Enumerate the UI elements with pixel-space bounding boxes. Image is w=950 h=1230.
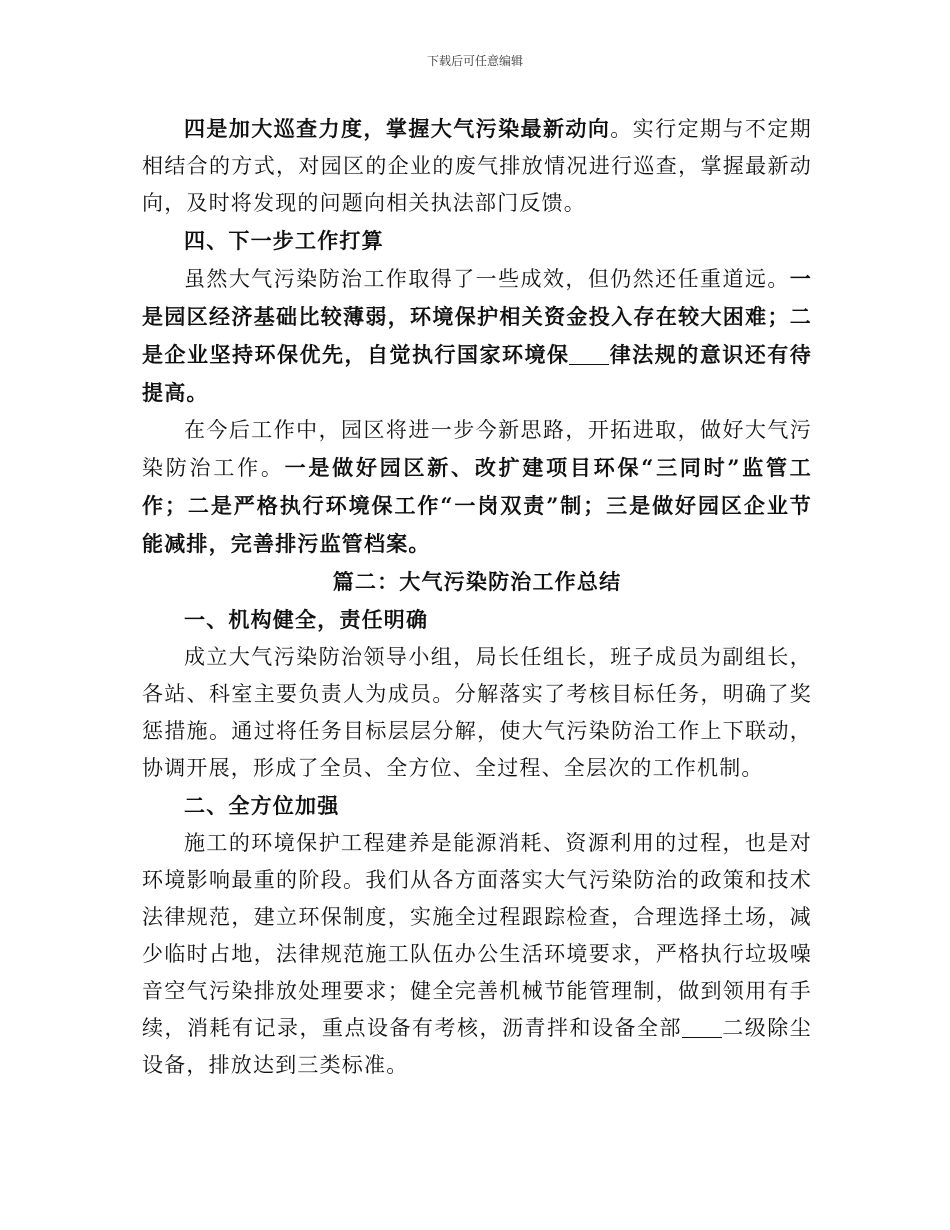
bold-text: 一是园区经济基础比较薄弱，环境保护相关资金投入存在较大困难；二是企业坚持环保优先，自觉执行国家环境保	[142, 266, 812, 367]
paragraph-text: 二级除尘设备，排放达到三类标准。	[142, 1016, 812, 1077]
blank-underline	[569, 344, 609, 365]
paragraph-future-work	[142, 412, 812, 563]
blank-underline	[682, 1017, 722, 1038]
paragraph-construction	[142, 825, 812, 1084]
paragraph-organization: 成立大气污染防治领导小组，局长任组长，班子成员为副组长，各站、科室主要负责人为成员。分解落实了考核目标任务，明确了奖惩措施。通过将任务目标层层分解，使大气污染防治工作上下联动，协调开展，形成了全员、全方位、全过程、全层次的工作机制。	[142, 645, 812, 780]
bold-text: 律法规的意识还有待提高。	[142, 342, 812, 405]
article-title	[142, 563, 812, 601]
heading-text: 四、下一步工作打算	[184, 228, 384, 253]
paragraph-text: 。实行定期与不定期相结合的方式，对园区的企业的废气排放情况进行巡查，掌握最新动向，及时将发现的问题向相关执法部门反馈。	[142, 117, 812, 215]
page-header: 下载后可任意编辑	[426, 54, 523, 68]
heading-text: 一、机构健全，责任明确	[184, 607, 429, 632]
document-body	[142, 110, 812, 1084]
heading-text: 二、全方位加强	[184, 793, 340, 818]
paragraph-text: 在今后工作中，园区将进一步今新思路，开拓进取，做好大气污染防治工作。	[142, 418, 812, 480]
paragraph-text: 虽然大气污染防治工作取得了一些成效，但仍然还任重道远。	[184, 267, 790, 291]
bold-lead: 四是加大巡查力度，掌握大气污染最新动向	[184, 116, 611, 141]
paragraph-inspection	[142, 110, 812, 222]
title-text: 篇二：大气污染防治工作总结	[332, 569, 622, 594]
section-heading-strengthen	[142, 787, 812, 825]
section-heading-organization	[142, 601, 812, 639]
bold-text: 一是做好园区新、改扩建项目环保“三同时”监管工作；二是严格执行环境保工作“一岗双责”制	[142, 455, 812, 518]
paragraph-text: 施工的环境保护工程建养是能源消耗、资源利用的过程，也是对环境影响最重的阶段。我们从各方面落实大气污染防治的政策和技术法律规范，建立环保制度，实施全过程跟踪检查，合理选择土场，减少临时占地，法律规范施工队伍办公生活环境要求，严格执行垃圾噪音空气污染排放处理要求；健全完善机械节能管理制，做到领用有手续，消耗有记录，重点设备有考核，沥青拌和设备全部	[142, 831, 812, 1040]
section-heading-next-steps	[142, 222, 812, 260]
paragraph-challenges	[142, 260, 812, 412]
bold-text: ；三是做好园区企业节能减排，完善排污监管档案。	[142, 493, 812, 556]
